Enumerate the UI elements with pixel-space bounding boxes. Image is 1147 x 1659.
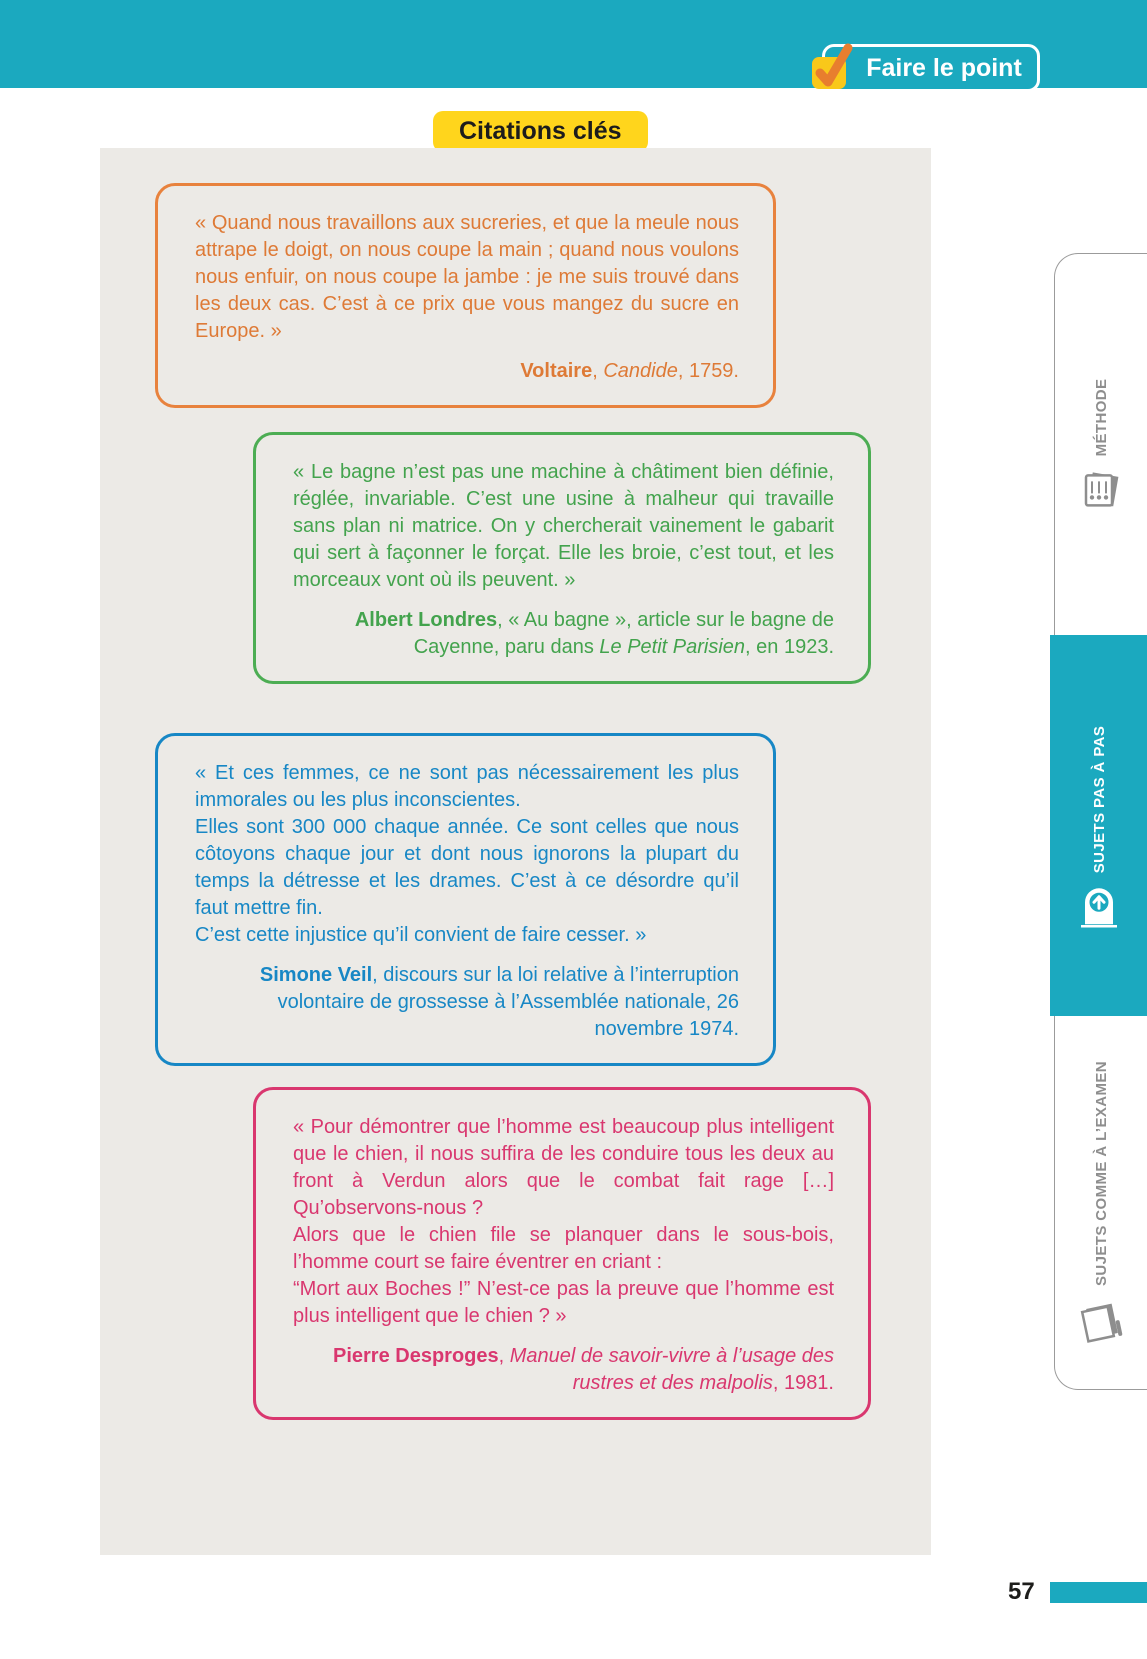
quote-body xyxy=(195,210,739,345)
quote-paragraph: Alors que le chien file se planquer dans le sous-bois, l’homme court se faire éventrer en criant : xyxy=(293,1224,834,1273)
sidebar-tab-label: SUJETS PAS À PAS xyxy=(1090,725,1107,873)
quote-attribution xyxy=(293,1343,834,1397)
quote-paragraph: Elles sont 300 000 chaque année. Ce sont celles que nous côtoyons chaque jour et dont nous ignorons la plupart du temps la détresse et les drames. C’est à ce désordre qu’il faut mettre fin. xyxy=(195,816,739,919)
quote-attribution xyxy=(195,358,739,385)
quote-source-text: , « Au bagne », article sur le bagne de Cayenne, paru dans xyxy=(413,609,834,658)
quote-source-title: Candide xyxy=(603,360,678,382)
check-icon xyxy=(809,41,855,93)
quote-paragraph: “Mort aux Boches !” N’est-ce pas la preuve que l’homme est plus intelligent que le chien ? » xyxy=(293,1278,834,1327)
notepad-icon xyxy=(1081,469,1121,509)
quote-paragraph: « Le bagne n’est pas une machine à châtiment bien définie, réglée, invariable. C’est une usine à malheur qui travaille sans plan ni matrice. On y chercherait vainement le gabarit qui sert à façonner le forçat. Elle les broie, c’est tout, et les morceaux vont où ils peuvent. » xyxy=(293,461,834,591)
quote-source-title: Manuel de savoir-vivre à l’usage des rustres et des malpolis xyxy=(509,1345,834,1394)
faire-le-point-badge xyxy=(822,44,1040,92)
quote-author: Voltaire xyxy=(520,360,593,382)
quote-body xyxy=(195,760,739,949)
quote-card-voltaire xyxy=(155,183,776,408)
sidebar-tab-label: MÉTHODE xyxy=(1092,378,1109,457)
quote-card-londres xyxy=(253,432,871,684)
sidebar-tab-sujets-comme-a-l-examen[interactable] xyxy=(1054,1016,1147,1390)
faire-le-point-label: Faire le point xyxy=(866,53,1022,82)
quote-source-text: , xyxy=(498,1345,510,1367)
quote-card-desproges xyxy=(253,1087,871,1420)
quote-source-text: , discours sur la loi relative à l’interruption volontaire de grossesse à l’Assemblée nationale, 26 novembre 1974. xyxy=(277,964,739,1040)
arrow-up-circle-icon xyxy=(1079,883,1119,929)
quote-attribution xyxy=(293,607,834,661)
quote-paragraph: « Quand nous travaillons aux sucreries, et que la meule nous attrape le doigt, on nous coupe la main ; quand nous voulons nous enfuir, on nous coupe la jambe : je me suis trouvé dans les deux cas. C’est à ce prix que vous mangez du sucre en Europe. » xyxy=(195,212,739,342)
quote-paragraph: « Et ces femmes, ce ne sont pas nécessairement les plus immorales ou les plus inconscientes. xyxy=(195,762,739,811)
quote-source-date: , en 1923. xyxy=(745,636,834,658)
quote-source-date: , 1981. xyxy=(772,1372,834,1394)
page-number: 57 xyxy=(1008,1578,1035,1605)
quote-source-text: , xyxy=(592,360,604,382)
quote-author: Simone Veil xyxy=(259,964,373,986)
quote-paragraph: C’est cette injustice qu’il convient de faire cesser. » xyxy=(195,924,647,946)
quote-author: Albert Londres xyxy=(354,609,498,631)
page-title: Citations clés xyxy=(433,111,648,152)
quote-body xyxy=(293,459,834,594)
exam-sheets-icon xyxy=(1078,1301,1124,1343)
quote-source-title: Le Petit Parisien xyxy=(599,636,746,658)
quote-card-veil xyxy=(155,733,776,1066)
quote-author: Pierre Desproges xyxy=(332,1345,499,1367)
footer-accent-bar xyxy=(1050,1582,1147,1603)
quote-source-date: , 1759. xyxy=(677,360,739,382)
quote-body xyxy=(293,1114,834,1330)
quote-attribution xyxy=(195,962,739,1043)
sidebar-tab-sujets-pas-a-pas[interactable] xyxy=(1050,635,1147,1016)
quote-paragraph: « Pour démontrer que l’homme est beaucoup plus intelligent que le chien, il nous suffira de les conduire tous les deux au front à Verdun alors que le combat fait rage […] Qu’observons-nous ? xyxy=(293,1116,834,1219)
sidebar-tab-label: SUJETS COMME À L’EXAMEN xyxy=(1092,1060,1109,1287)
sidebar-tab-methode[interactable] xyxy=(1054,253,1147,635)
